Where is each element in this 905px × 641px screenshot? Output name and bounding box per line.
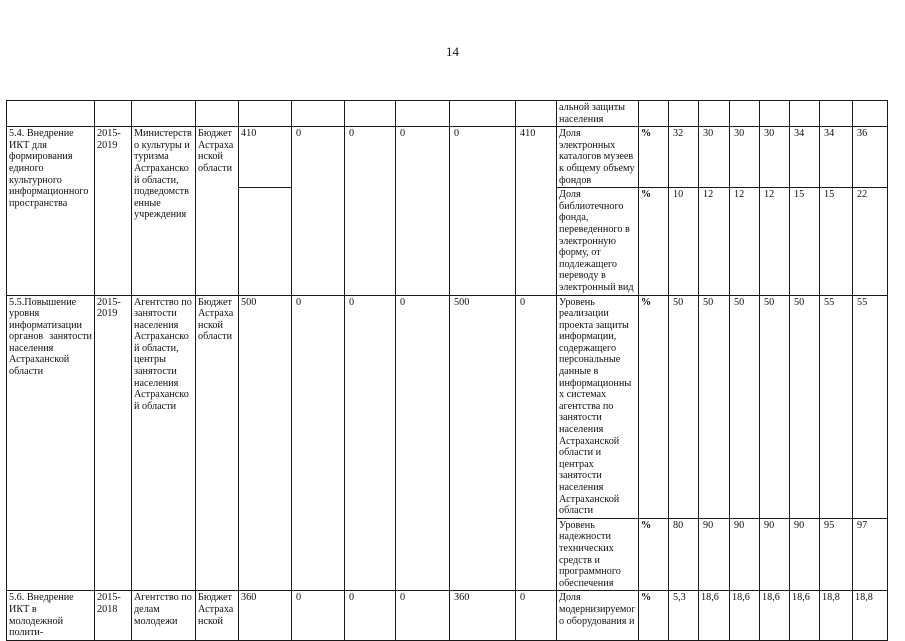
indicator-value: 90 xyxy=(730,518,760,591)
indicator-value: 18,8 xyxy=(820,591,853,640)
indicator-value: 5,3 xyxy=(669,591,699,640)
indicator-value: 95 xyxy=(820,518,853,591)
cell xyxy=(730,101,760,127)
activity-source: Бюджет Астраханской области xyxy=(196,295,239,591)
indicator-value: 15 xyxy=(790,188,820,295)
amount-cell: 0 xyxy=(292,127,345,295)
indicator-value: 50 xyxy=(730,295,760,518)
amount-cell: 0 xyxy=(345,591,396,640)
indicator-value: 97 xyxy=(853,518,888,591)
indicator-value: 12 xyxy=(730,188,760,295)
amount-cell: 410 xyxy=(239,127,292,188)
cell xyxy=(196,101,239,127)
indicator-value: 32 xyxy=(669,127,699,188)
indicator-value: 50 xyxy=(669,295,699,518)
indicator-unit: % xyxy=(639,295,669,518)
activity-period: 2015-2019 xyxy=(95,295,132,591)
activity-name: 5.6. Внедрение ИКТ в молодежной полити- xyxy=(7,591,95,640)
table-row xyxy=(7,127,888,188)
cell xyxy=(516,101,557,127)
indicator-unit: % xyxy=(639,188,669,295)
indicator-value: 12 xyxy=(760,188,790,295)
amount-cell: 500 xyxy=(450,295,516,591)
cell xyxy=(132,101,196,127)
cell xyxy=(239,188,292,295)
indicator-value: 80 xyxy=(669,518,699,591)
amount-cell: 360 xyxy=(239,591,292,640)
amount-cell: 360 xyxy=(450,591,516,640)
cell xyxy=(95,101,132,127)
activity-name: 5.4. Внедрение ИКТ для формирования единого культурного информационного пространства xyxy=(7,127,95,295)
indicator-value: 36 xyxy=(853,127,888,188)
indicator-value: 12 xyxy=(699,188,730,295)
indicator-value: 50 xyxy=(699,295,730,518)
amount-cell: 0 xyxy=(292,591,345,640)
indicator-value: 10 xyxy=(669,188,699,295)
table-row xyxy=(7,591,888,640)
indicator-value: 30 xyxy=(760,127,790,188)
amount-cell: 410 xyxy=(516,127,557,295)
amount-cell: 0 xyxy=(396,295,450,591)
amount-cell: 500 xyxy=(239,295,292,591)
table-row xyxy=(7,295,888,518)
indicator-value: 90 xyxy=(760,518,790,591)
amount-cell: 0 xyxy=(396,127,450,295)
cell xyxy=(345,101,396,127)
indicator-value: 30 xyxy=(699,127,730,188)
indicator-text: Доля электронных каталогов музеев к общему объему фондов xyxy=(557,127,639,188)
cell xyxy=(760,101,790,127)
cell xyxy=(790,101,820,127)
activity-period: 2015-2019 xyxy=(95,127,132,295)
indicator-text: Уровень реализации проекта защиты информации, содержащего персональные данные в информационных системах агентства по занятости населения Астраханской области и центрах занятости населения Астраханской области xyxy=(557,295,639,518)
table-row-continuation xyxy=(7,101,888,127)
amount-cell: 0 xyxy=(450,127,516,295)
indicator-value: 30 xyxy=(730,127,760,188)
indicator-text: Доля модернизируемого оборудования и xyxy=(557,591,639,640)
cell xyxy=(639,101,669,127)
amount-cell: 0 xyxy=(292,295,345,591)
indicator-value: 18,6 xyxy=(699,591,730,640)
program-table xyxy=(6,100,888,641)
indicator-value: 18,8 xyxy=(853,591,888,640)
cell xyxy=(396,101,450,127)
indicator-value: 55 xyxy=(853,295,888,518)
indicator-value: 22 xyxy=(853,188,888,295)
indicator-value: 50 xyxy=(760,295,790,518)
cell xyxy=(853,101,888,127)
indicator-value: 15 xyxy=(820,188,853,295)
indicator-text: Уровень надежности технических средств и программного обеспечения xyxy=(557,518,639,591)
cell xyxy=(292,101,345,127)
cell xyxy=(699,101,730,127)
amount-cell: 0 xyxy=(345,127,396,295)
indicator-unit: % xyxy=(639,591,669,640)
page-number: 14 xyxy=(446,44,459,59)
activity-period: 2015-2018 xyxy=(95,591,132,640)
indicator-value: 18,6 xyxy=(760,591,790,640)
amount-cell: 0 xyxy=(516,591,557,640)
activity-source: Бюджет Астраханской области xyxy=(196,127,239,295)
cell xyxy=(820,101,853,127)
indicator-value: 18,6 xyxy=(790,591,820,640)
indicator-text: альной защиты населения xyxy=(557,101,639,127)
indicator-value: 90 xyxy=(699,518,730,591)
indicator-unit: % xyxy=(639,518,669,591)
indicator-value: 55 xyxy=(820,295,853,518)
cell xyxy=(669,101,699,127)
indicator-value: 50 xyxy=(790,295,820,518)
cell xyxy=(450,101,516,127)
activity-name: 5.5.Повышение уровня информатизации органов занятости населения Астраханской области xyxy=(7,295,95,591)
activity-executor: Агентство по делам молодежи xyxy=(132,591,196,640)
amount-cell: 0 xyxy=(516,295,557,591)
indicator-value: 34 xyxy=(790,127,820,188)
amount-cell: 0 xyxy=(345,295,396,591)
activity-executor: Министерство культуры и туризма Астраханской области, подведомственные учреждения xyxy=(132,127,196,295)
indicator-value: 18,6 xyxy=(730,591,760,640)
amount-cell: 0 xyxy=(396,591,450,640)
cell xyxy=(239,101,292,127)
indicator-value: 90 xyxy=(790,518,820,591)
indicator-text: Доля библиотечного фонда, переведенного в электронную форму, от подлежащего переводу в электронный вид xyxy=(557,188,639,295)
cell xyxy=(7,101,95,127)
indicator-unit: % xyxy=(639,127,669,188)
activity-executor: Агентство по занятости населения Астраханской области, центры занятости населения Астраханской области xyxy=(132,295,196,591)
indicator-value: 34 xyxy=(820,127,853,188)
activity-source: Бюджет Астраханской xyxy=(196,591,239,640)
